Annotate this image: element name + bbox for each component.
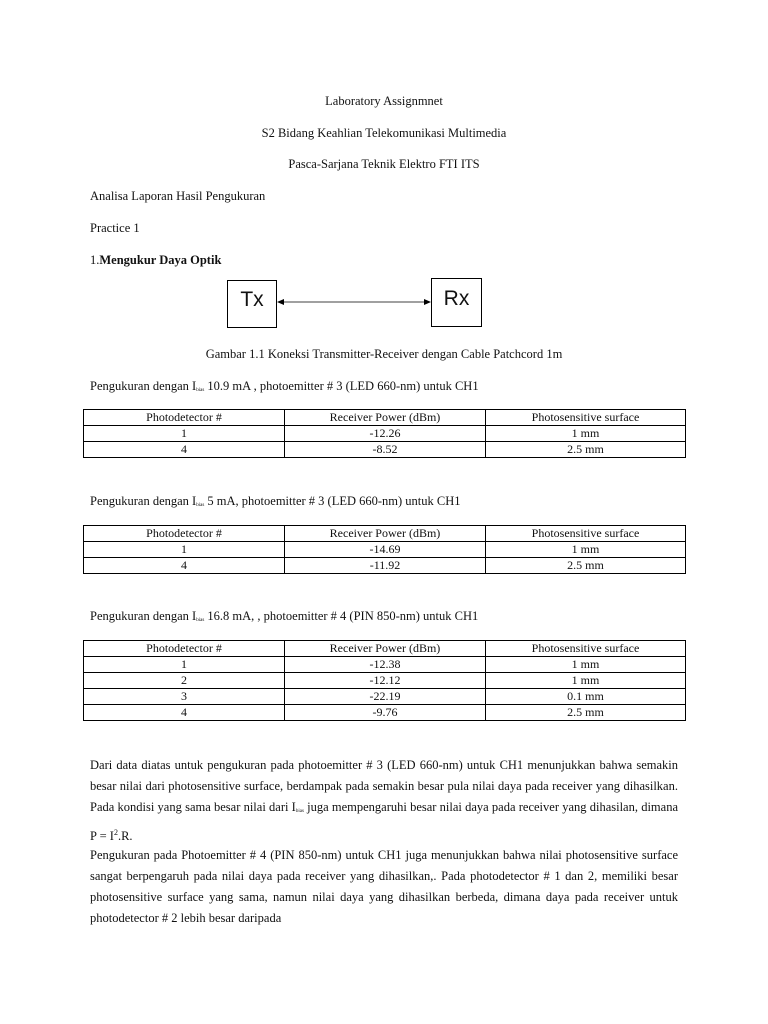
table-row: 4 -9.76 2.5 mm	[84, 705, 686, 721]
item-number: 1.	[90, 253, 100, 267]
measurement-2-table	[83, 525, 686, 574]
header-cell: Photodetector #	[84, 526, 285, 542]
table-row: 1 -14.69 1 mm	[84, 542, 686, 558]
figure-caption: Gambar 1.1 Koneksi Transmitter-Receiver dengan Cable Patchcord 1m	[205, 347, 563, 361]
table-header-row	[84, 641, 686, 657]
measurement-2-label: Pengukuran dengan $I_{bias}$ 5 mA, photoemitter # 3 (LED 660-nm) untuk CH1	[90, 494, 461, 508]
measurement-1-label: Pengukuran dengan $I_{bias}$ 10.9 mA , photoemitter # 3 (LED 660-nm) untuk CH1	[90, 379, 479, 393]
header-cell: Photodetector #	[84, 410, 285, 426]
analysis-paragraph-2: Pengukuran pada Photoemitter # 4 (PIN 850-nm) untuk CH1 juga menunjukkan bahwa nilai photosensitive surface sangat berpengaruh pada nilai daya pada receiver yang dihasilkan,. Pada photodetector # 1 dan 2, memiliki besar photosensitive surface yang sama, namun nilai daya yang dihasilkan berbeda, dimana daya pada receiver untuk photodetector # 2 lebih besar daripada	[90, 848, 678, 925]
header-cell: Receiver Power (dBm)	[285, 641, 486, 657]
table-row: 1 -12.26 1 mm	[84, 426, 686, 442]
rx-box: Rx	[431, 278, 482, 327]
document-institution: Pasca-Sarjana Teknik Elektro FTI ITS	[288, 157, 480, 171]
measurement-3-table	[83, 640, 686, 721]
table-header-row	[84, 526, 686, 542]
header-cell: Photosensitive surface	[486, 641, 686, 657]
analysis-paragraph-1: Dari data diatas untuk pengukuran pada photoemitter # 3 (LED 660-nm) untuk CH1 menunjukkan bahwa semakin besar nilai dari photosensitive surface, berdampak pada semakin besar pula nilai daya pada receiver yang dihasilkan. Pada kondisi yang sama besar nilai dari $I_{bias}$ juga mempengaruhi besar nilai daya pada receiver yang dihasilan, dimana $P = I^2.R$.	[90, 758, 678, 844]
header-cell: Receiver Power (dBm)	[285, 410, 486, 426]
practice-heading: Practice 1	[90, 221, 140, 235]
item-title: Mengukur Daya Optik	[99, 253, 222, 267]
tx-box: Tx	[227, 280, 277, 328]
measurement-3-label: Pengukuran dengan $I_{bias}$ 16.8 mA, , photoemitter # 4 (PIN 850-nm) untuk CH1	[90, 609, 479, 623]
measurement-1-table	[83, 409, 686, 458]
section-heading: Analisa Laporan Hasil Pengukuran	[90, 189, 266, 203]
item-heading	[90, 253, 221, 268]
document-subtitle: S2 Bidang Keahlian Telekomunikasi Multimedia	[261, 126, 507, 140]
document-title: Laboratory Assignmnet	[325, 94, 443, 108]
table-row: 1 -12.38 1 mm	[84, 657, 686, 673]
table-row: 4 -8.52 2.5 mm	[84, 442, 686, 458]
header-cell: Photosensitive surface	[486, 410, 686, 426]
table-row: 2 -12.12 1 mm	[84, 673, 686, 689]
header-cell: Photosensitive surface	[486, 526, 686, 542]
bidirectional-arrow	[277, 296, 432, 308]
table-header-row	[84, 410, 686, 426]
table-row: 4 -11.92 2.5 mm	[84, 558, 686, 574]
header-cell: Receiver Power (dBm)	[285, 526, 486, 542]
table-row: 3 -22.19 0.1 mm	[84, 689, 686, 705]
header-cell: Photodetector #	[84, 641, 285, 657]
